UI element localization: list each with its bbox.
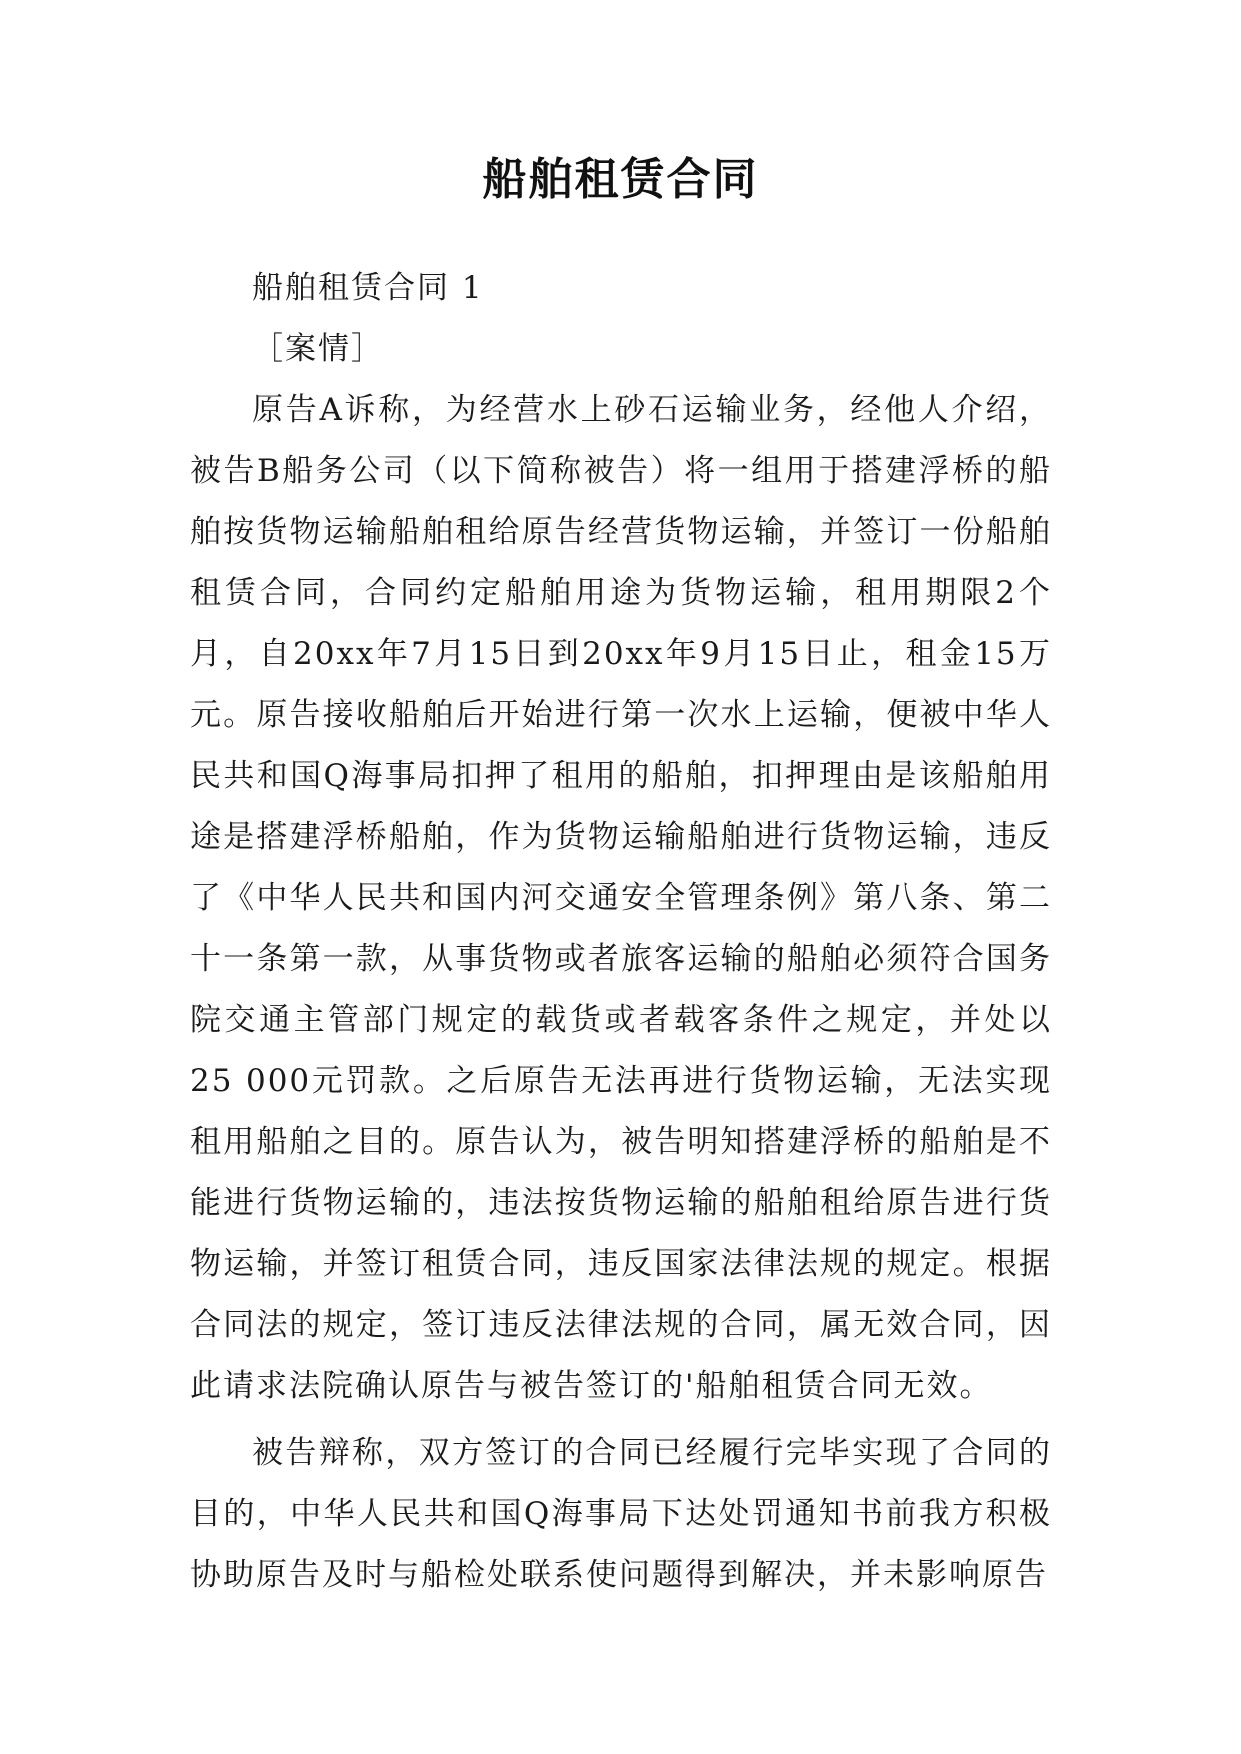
- paragraph-plaintiff-claim: 原告A诉称，为经营水上砂石运输业务，经他人介绍，被告B船务公司（以下简称被告）将一组用于搭建浮桥的船舶按货物运输船舶租给原告经营货物运输，并签订一份船舶租赁合同，合同约定船舶用途为货物运输，租用期限2个月，自20xx年7月15日到20xx年9月15日止，租金15万元。原告接收船舶后开始进行第一次水上运输，便被中华人民共和国Q海事局扣押了租用的船舶，扣押理由是该船舶用途是搭建浮桥船舶，作为货物运输船舶进行货物运输，违反了《中华人民共和国内河交通安全管理条例》第八条、第二十一条第一款，从事货物或者旅客运输的船舶必须符合国务院交通主管部门规定的载货或者载客条件之规定，并处以25 000元罚款。之后原告无法再进行货物运输，无法实现租用船舶之目的。原告认为，被告明知搭建浮桥的船舶是不能进行货物运输的，违法按货物运输的船舶租给原告进行货物运输，并签订租赁合同，违反国家法律法规的规定。根据合同法的规定，签订违反法律法规的合同，属无效合同，因此请求法院确认原告与被告签订的'船舶租赁合同无效。: [190, 392, 1052, 1404]
- paragraph-defendant-reply: 被告辩称，双方签订的合同已经履行完毕实现了合同的目的，中华人民共和国Q海事局下达处罚通知书前我方积极协助原告及时与船检处联系使问题得到解决，并未影响原告: [190, 1435, 1052, 1593]
- paragraph-case-heading: ［案情］: [252, 331, 384, 367]
- document-title: 船舶租赁合同: [482, 154, 759, 205]
- document-body: [190, 258, 1052, 1606]
- paragraph-subtitle: 船舶租赁合同 1: [252, 270, 484, 306]
